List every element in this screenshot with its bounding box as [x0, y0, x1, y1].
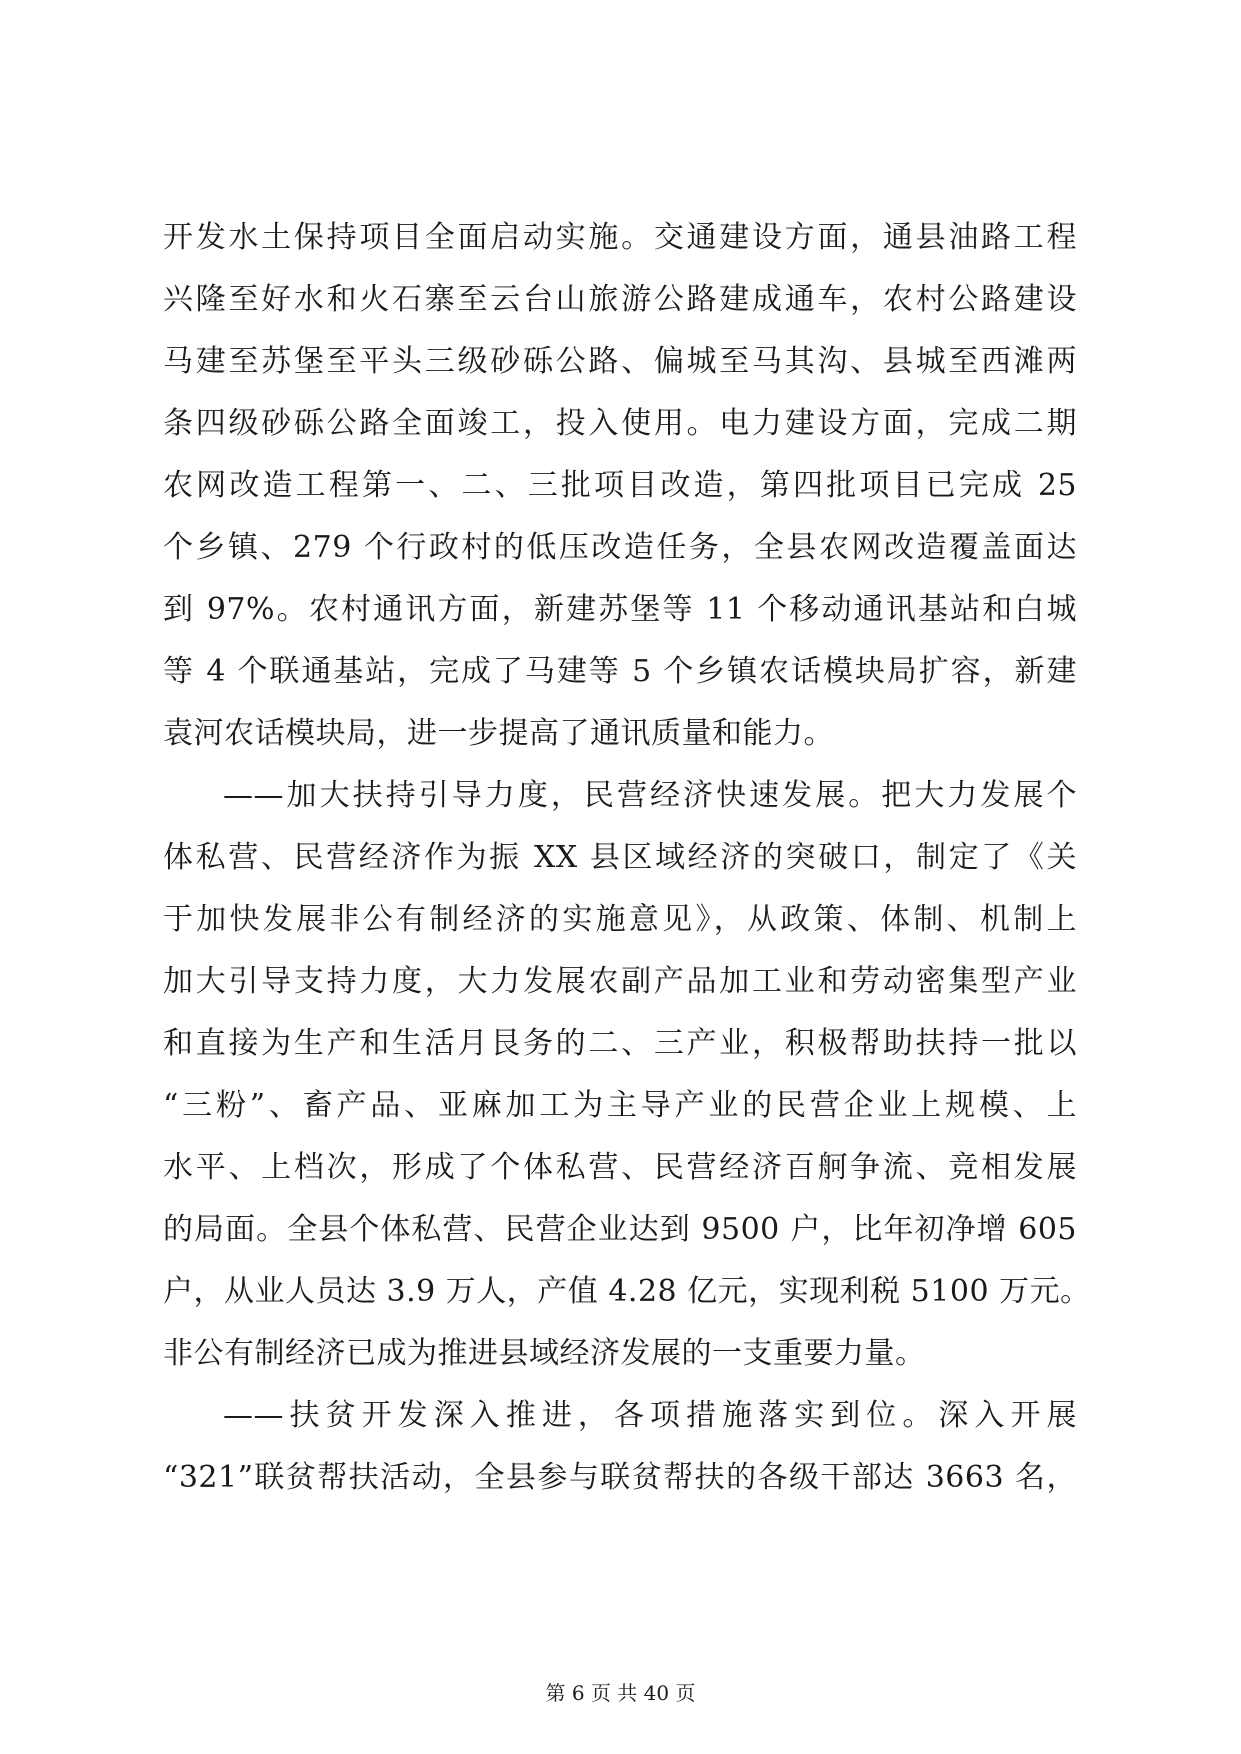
text-line: 个乡镇、279 个行政村的低压改造任务，全县农网改造覆盖面达 — [163, 530, 1077, 565]
text-line: 条四级砂砾公路全面竣工，投入使用。电力建设方面，完成二期 — [163, 406, 1077, 441]
text-line: 等 4 个联通基站，完成了马建等 5 个乡镇农话模块局扩容，新建 — [163, 654, 1077, 689]
text-line: 开发水土保持项目全面启动实施。交通建设方面，通县油路工程 — [163, 220, 1077, 255]
text-line: 体私营、民营经济作为振 XX 县区域经济的突破口，制定了《关 — [163, 840, 1077, 875]
body-text — [163, 207, 1091, 1509]
text-line: 于加快发展非公有制经济的实施意见》，从政策、体制、机制上 — [163, 902, 1077, 937]
text-line: 户，从业人员达 3.9 万人，产值 4.28 亿元，实现利税 5100 万元。 — [163, 1274, 1091, 1309]
text-line: 和直接为生产和生活月艮务的二、三产业，积极帮助扶持一批以 — [163, 1026, 1077, 1061]
text-line: 的局面。全县个体私营、民营企业达到 9500 户，比年初净增 605 — [163, 1212, 1077, 1247]
text-line: 水平、上档次，形成了个体私营、民营经济百舸争流、竞相发展 — [163, 1150, 1077, 1185]
text-line: 兴隆至好水和火石寨至云台山旅游公路建成通车，农村公路建设 — [163, 282, 1077, 317]
text-line: “三粉”、畜产品、亚麻加工为主导产业的民营企业上规模、上 — [163, 1088, 1077, 1123]
text-line: 到 97%。农村通讯方面，新建苏堡等 11 个移动通讯基站和白城 — [163, 592, 1077, 627]
page-number-footer: 第 6 页 共 40 页 — [545, 1681, 696, 1705]
text-line: 加大引导支持力度，大力发展农副产品加工业和劳动密集型产业 — [163, 964, 1077, 999]
paragraph-start-line: ——加大扶持引导力度，民营经济快速发展。把大力发展个 — [223, 778, 1077, 813]
paragraph-end-line: 非公有制经济已成为推进县域经济发展的一支重要力量。 — [163, 1336, 926, 1371]
paragraph-end-line: 袁河农话模块局，进一步提高了通讯质量和能力。 — [163, 716, 834, 751]
text-line: “321”联贫帮扶活动，全县参与联贫帮扶的各级干部达 3663 名， — [163, 1460, 1077, 1495]
text-line: 农网改造工程第一、二、三批项目改造，第四批项目已完成 25 — [163, 468, 1077, 503]
text-line: 马建至苏堡至平头三级砂砾公路、偏城至马其沟、县城至西滩两 — [163, 344, 1077, 379]
paragraph-start-line: ——扶贫开发深入推进，各项措施落实到位。深入开展 — [223, 1398, 1077, 1433]
